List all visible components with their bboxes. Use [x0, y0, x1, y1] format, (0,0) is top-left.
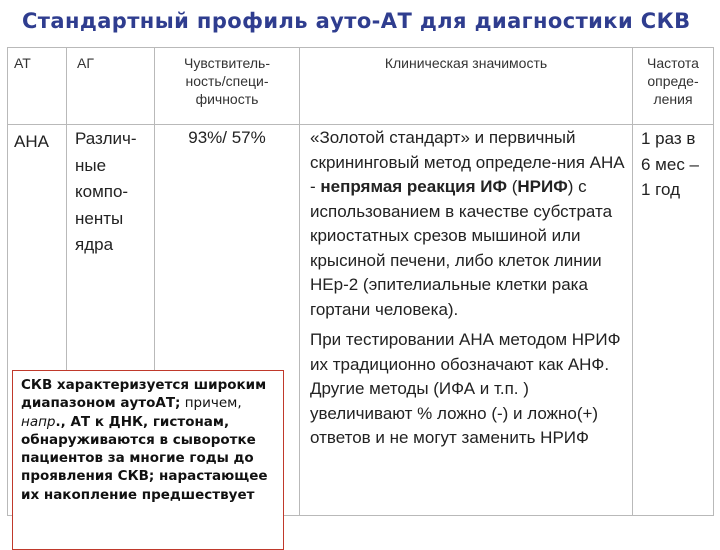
significance-paragraph-2: При тестировании АНА методом НРИФ их традиционно обозначают как АНФ. Другие методы (ИФА и т.п. ) увеличивают % ложно (-) и ложно(+) ответов и не могут заменить НРИФ	[310, 330, 621, 447]
header-frequency	[633, 48, 714, 125]
header-frequency-line: опреде-	[647, 73, 699, 89]
cell-ag-line: ные	[75, 155, 107, 175]
cell-significance	[300, 125, 633, 516]
header-sensitivity-line: Чувствитель-	[184, 55, 270, 71]
header-ag: АГ	[67, 48, 155, 125]
cell-ag-line: компо-	[75, 182, 129, 201]
table-header-row	[8, 48, 714, 125]
significance-paragraph-1: «Золотой стандарт» и первичный скрининговый метод определе-ния АНА - непрямая реакция ИФ (НРИФ) с использованием в качестве субстрата криостатных срезов мышиной или крысиной печени, либо клеток линии НЕр-2 (эпителиальные клетки рака гортани человека).	[310, 128, 625, 319]
header-frequency-line: Частота	[647, 55, 699, 71]
cell-frequency-line: 1 год	[641, 180, 681, 199]
cell-frequency-line: 6 мес –	[641, 154, 699, 174]
cell-sensitivity: 93%/ 57%	[155, 125, 300, 516]
cell-ag-line: Различ-	[75, 129, 137, 148]
cell-frequency	[633, 125, 714, 516]
sle-note-box: СКВ характеризуется широким диапазоном аутоАТ; причем, напр., АТ к ДНК, гистонам, обнаруживаются в сыворотке пациентов за многие годы до проявления СКВ; нарастающее их накопление предшествует	[12, 370, 284, 550]
header-sensitivity-line: ность/специ-	[185, 73, 269, 89]
header-significance: Клиническая значимость	[300, 48, 633, 125]
cell-ag-line: ядра	[75, 235, 114, 254]
slide-title: Стандартный профиль ауто-АТ для диагностики СКВ	[22, 9, 691, 33]
header-at: АТ	[8, 48, 67, 125]
header-frequency-line: ления	[653, 91, 693, 107]
cell-frequency-line: 1 раз в	[641, 129, 696, 148]
header-sensitivity	[155, 48, 300, 125]
header-sensitivity-line: фичность	[195, 91, 259, 107]
cell-at: АНА	[8, 125, 67, 516]
cell-ag-line: ненты	[75, 208, 124, 228]
